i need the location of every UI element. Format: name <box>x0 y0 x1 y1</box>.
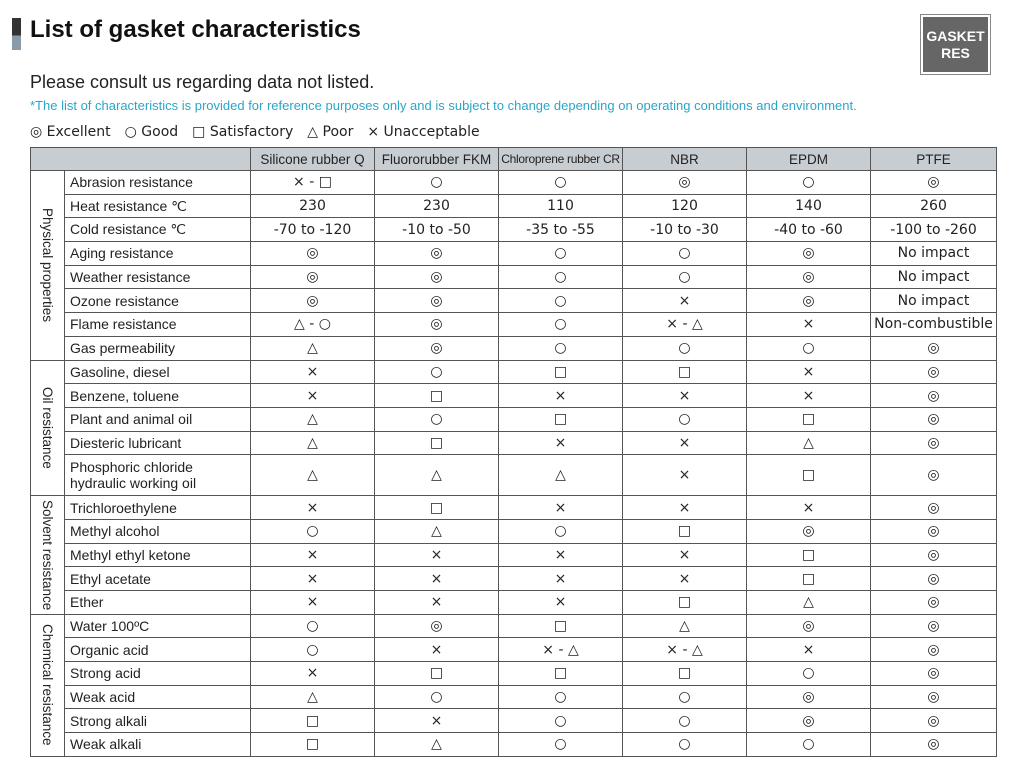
table-row <box>31 591 997 615</box>
property-label: Heat resistance ℃ <box>65 194 251 218</box>
rating-cell: × <box>623 289 747 313</box>
rating-cell: ○ <box>623 733 747 757</box>
property-label: Cold resistance ℃ <box>65 218 251 242</box>
table-row <box>31 455 997 496</box>
rating-cell: △ <box>623 614 747 638</box>
rating-cell: ◎ <box>375 242 499 266</box>
rating-cell: No impact <box>871 242 997 266</box>
legend-unacceptable: × Unacceptable <box>367 124 480 140</box>
rating-cell: × <box>747 496 871 520</box>
property-label: Ether <box>65 591 251 615</box>
table-row <box>31 519 997 543</box>
rating-cell: △ <box>375 733 499 757</box>
table-body <box>31 171 997 757</box>
rating-cell: × <box>747 384 871 408</box>
rating-cell: No impact <box>871 289 997 313</box>
table-row <box>31 685 997 709</box>
rating-cell: ◎ <box>623 171 747 195</box>
rating-cell: × <box>747 638 871 662</box>
rating-cell: ◎ <box>871 567 997 591</box>
table-row <box>31 733 997 757</box>
table-row <box>31 431 997 455</box>
rating-cell: ◎ <box>871 384 997 408</box>
table-row <box>31 242 997 266</box>
rating-cell: ◎ <box>871 455 997 496</box>
rating-cell: × <box>251 543 375 567</box>
rating-cell: □ <box>747 455 871 496</box>
rating-cell: △ <box>251 407 375 431</box>
rating-cell: ◎ <box>251 289 375 313</box>
rating-cell: × - △ <box>623 638 747 662</box>
column-header: EPDM <box>747 148 871 171</box>
rating-cell: × - △ <box>499 638 623 662</box>
property-label: Weather resistance <box>65 265 251 289</box>
rating-cell: × <box>251 384 375 408</box>
rating-cell: No impact <box>871 265 997 289</box>
rating-cell: △ <box>499 455 623 496</box>
rating-cell: × <box>623 567 747 591</box>
group-label <box>31 360 65 496</box>
rating-cell: ◎ <box>871 336 997 360</box>
legend-good: ○ Good <box>124 124 179 140</box>
property-label: Methyl ethyl ketone <box>65 543 251 567</box>
rating-cell: □ <box>375 431 499 455</box>
group-label-text: Solvent resistance <box>40 499 55 611</box>
rating-cell: × <box>623 384 747 408</box>
rating-cell: □ <box>375 662 499 686</box>
rating-cell: × <box>747 360 871 384</box>
property-label: Diesteric lubricant <box>65 431 251 455</box>
rating-cell: ◎ <box>871 407 997 431</box>
title-accent-bar <box>12 18 21 50</box>
rating-cell: □ <box>499 360 623 384</box>
rating-cell: ◎ <box>871 733 997 757</box>
rating-cell: ○ <box>251 614 375 638</box>
header-row <box>31 148 997 171</box>
rating-cell: □ <box>499 407 623 431</box>
rating-cell: □ <box>499 614 623 638</box>
group-label <box>31 496 65 614</box>
rating-cell: 230 <box>375 194 499 218</box>
legend-excellent: ◎ Excellent <box>30 124 111 140</box>
rating-cell: ○ <box>375 685 499 709</box>
property-label: Plant and animal oil <box>65 407 251 431</box>
table-row <box>31 543 997 567</box>
property-label: Water 100ºC <box>65 614 251 638</box>
rating-cell: □ <box>375 496 499 520</box>
rating-cell: ◎ <box>375 289 499 313</box>
rating-cell: ◎ <box>871 709 997 733</box>
rating-cell: ○ <box>375 171 499 195</box>
rating-cell: △ - ○ <box>251 313 375 337</box>
rating-cell: × - △ <box>623 313 747 337</box>
rating-cell: ◎ <box>375 336 499 360</box>
rating-cell: × <box>375 638 499 662</box>
rating-cell: × <box>499 591 623 615</box>
rating-cell: ◎ <box>251 265 375 289</box>
rating-cell: ◎ <box>871 543 997 567</box>
rating-cell: ◎ <box>871 519 997 543</box>
legend-poor: △ Poor <box>307 124 354 140</box>
table-row <box>31 496 997 520</box>
rating-cell: × - □ <box>251 171 375 195</box>
table-row <box>31 407 997 431</box>
reference-note: *The list of characteristics is provided for reference purposes only and is subject to change depending on operating conditions and environment. <box>30 98 857 113</box>
table-row <box>31 313 997 337</box>
rating-cell: ○ <box>375 360 499 384</box>
rating-cell: 140 <box>747 194 871 218</box>
rating-cell: ○ <box>499 519 623 543</box>
subtitle: Please consult us regarding data not listed. <box>30 72 375 92</box>
rating-cell: ◎ <box>747 265 871 289</box>
rating-cell: -40 to -60 <box>747 218 871 242</box>
group-label-text: Chemical resistance <box>40 624 55 747</box>
rating-cell: ○ <box>623 336 747 360</box>
rating-cell: × <box>623 543 747 567</box>
column-header: NBR <box>623 148 747 171</box>
rating-cell: ◎ <box>375 614 499 638</box>
rating-cell: -10 to -50 <box>375 218 499 242</box>
rating-cell: × <box>499 496 623 520</box>
rating-cell: 230 <box>251 194 375 218</box>
rating-cell: ◎ <box>747 242 871 266</box>
rating-cell: ○ <box>747 733 871 757</box>
rating-cell: × <box>375 709 499 733</box>
rating-cell: ◎ <box>871 614 997 638</box>
rating-cell: ○ <box>499 733 623 757</box>
badge-line-2: RES <box>941 44 970 61</box>
rating-cell: ◎ <box>251 242 375 266</box>
rating-cell: ◎ <box>375 313 499 337</box>
group-label-text: Physical properties <box>40 208 55 323</box>
badge-line-1: GASKET <box>926 27 985 44</box>
group-label <box>31 171 65 361</box>
property-label: Flame resistance <box>65 313 251 337</box>
table-row <box>31 614 997 638</box>
rating-cell: × <box>499 567 623 591</box>
table-row <box>31 662 997 686</box>
rating-cell: □ <box>251 733 375 757</box>
rating-cell: ○ <box>623 685 747 709</box>
table-row <box>31 360 997 384</box>
rating-cell: □ <box>747 543 871 567</box>
rating-cell: △ <box>747 431 871 455</box>
rating-cell: ○ <box>499 242 623 266</box>
table-row <box>31 194 997 218</box>
rating-cell: △ <box>251 685 375 709</box>
header-corner <box>31 148 251 171</box>
property-label: Benzene, toluene <box>65 384 251 408</box>
table-row <box>31 384 997 408</box>
rating-cell: × <box>375 543 499 567</box>
rating-cell: ○ <box>623 407 747 431</box>
rating-cell: × <box>623 455 747 496</box>
gasket-res-badge <box>921 15 990 74</box>
property-label: Aging resistance <box>65 242 251 266</box>
rating-cell: -100 to -260 <box>871 218 997 242</box>
rating-cell: × <box>251 567 375 591</box>
property-label: Weak alkali <box>65 733 251 757</box>
table-row <box>31 171 997 195</box>
rating-cell: △ <box>251 455 375 496</box>
property-label: Strong acid <box>65 662 251 686</box>
rating-cell: -70 to -120 <box>251 218 375 242</box>
property-label: Organic acid <box>65 638 251 662</box>
rating-cell: ○ <box>251 519 375 543</box>
legend <box>30 124 480 140</box>
rating-cell: □ <box>623 519 747 543</box>
rating-cell: □ <box>747 407 871 431</box>
rating-cell: ◎ <box>871 638 997 662</box>
rating-cell: × <box>623 431 747 455</box>
property-label: Gasoline, diesel <box>65 360 251 384</box>
column-header: PTFE <box>871 148 997 171</box>
rating-cell: ○ <box>623 242 747 266</box>
rating-cell: □ <box>747 567 871 591</box>
rating-cell: -35 to -55 <box>499 218 623 242</box>
rating-cell: □ <box>623 591 747 615</box>
rating-cell: ◎ <box>871 591 997 615</box>
rating-cell: ○ <box>623 709 747 733</box>
rating-cell: × <box>251 496 375 520</box>
rating-cell: × <box>499 543 623 567</box>
rating-cell: ◎ <box>871 685 997 709</box>
rating-cell: ◎ <box>871 496 997 520</box>
rating-cell: 110 <box>499 194 623 218</box>
table-row <box>31 265 997 289</box>
rating-cell: × <box>375 567 499 591</box>
rating-cell: ○ <box>747 336 871 360</box>
property-label: Strong alkali <box>65 709 251 733</box>
rating-cell: ◎ <box>747 289 871 313</box>
rating-cell: ◎ <box>747 685 871 709</box>
legend-satisfactory: □ Satisfactory <box>192 124 294 140</box>
column-header: Fluororubber FKM <box>375 148 499 171</box>
rating-cell: ○ <box>499 685 623 709</box>
table-row <box>31 567 997 591</box>
rating-cell: △ <box>375 519 499 543</box>
property-label: Gas permeability <box>65 336 251 360</box>
rating-cell: ◎ <box>375 265 499 289</box>
rating-cell: ○ <box>499 336 623 360</box>
rating-cell: □ <box>375 384 499 408</box>
page-title: List of gasket characteristics <box>30 16 361 43</box>
table-row <box>31 289 997 313</box>
rating-cell: × <box>623 496 747 520</box>
table-row <box>31 638 997 662</box>
rating-cell: ○ <box>499 265 623 289</box>
rating-cell: ◎ <box>871 360 997 384</box>
property-label: Ethyl acetate <box>65 567 251 591</box>
column-header: Chloroprene rubber CR <box>499 148 623 171</box>
rating-cell: ◎ <box>747 519 871 543</box>
rating-cell: -10 to -30 <box>623 218 747 242</box>
gasket-characteristics-table <box>30 147 997 757</box>
rating-cell: ○ <box>251 638 375 662</box>
rating-cell: Non-combustible <box>871 313 997 337</box>
table-row <box>31 218 997 242</box>
rating-cell: ○ <box>747 171 871 195</box>
rating-cell: ◎ <box>871 171 997 195</box>
rating-cell: △ <box>251 431 375 455</box>
rating-cell: 260 <box>871 194 997 218</box>
rating-cell: ○ <box>499 289 623 313</box>
rating-cell: ◎ <box>871 662 997 686</box>
group-label-text: Oil resistance <box>40 386 55 469</box>
rating-cell: □ <box>623 662 747 686</box>
rating-cell: ◎ <box>747 709 871 733</box>
rating-cell: □ <box>623 360 747 384</box>
rating-cell: △ <box>375 455 499 496</box>
property-label: Phosphoric chloride hydraulic working oil <box>65 455 251 496</box>
rating-cell: ○ <box>499 709 623 733</box>
rating-cell: × <box>251 662 375 686</box>
rating-cell: ○ <box>499 171 623 195</box>
table-row <box>31 709 997 733</box>
property-label: Ozone resistance <box>65 289 251 313</box>
rating-cell: ◎ <box>747 614 871 638</box>
property-label: Methyl alcohol <box>65 519 251 543</box>
rating-cell: △ <box>251 336 375 360</box>
rating-cell: × <box>499 384 623 408</box>
rating-cell: △ <box>747 591 871 615</box>
rating-cell: ○ <box>623 265 747 289</box>
column-header: Silicone rubber Q <box>251 148 375 171</box>
rating-cell: ◎ <box>871 431 997 455</box>
rating-cell: □ <box>499 662 623 686</box>
rating-cell: × <box>251 591 375 615</box>
rating-cell: × <box>499 431 623 455</box>
rating-cell: ○ <box>375 407 499 431</box>
group-label <box>31 614 65 756</box>
rating-cell: × <box>375 591 499 615</box>
rating-cell: × <box>251 360 375 384</box>
rating-cell: ○ <box>747 662 871 686</box>
rating-cell: 120 <box>623 194 747 218</box>
rating-cell: □ <box>251 709 375 733</box>
rating-cell: ○ <box>499 313 623 337</box>
property-label: Trichloroethylene <box>65 496 251 520</box>
rating-cell: × <box>747 313 871 337</box>
property-label: Weak acid <box>65 685 251 709</box>
property-label: Abrasion resistance <box>65 171 251 195</box>
table-row <box>31 336 997 360</box>
